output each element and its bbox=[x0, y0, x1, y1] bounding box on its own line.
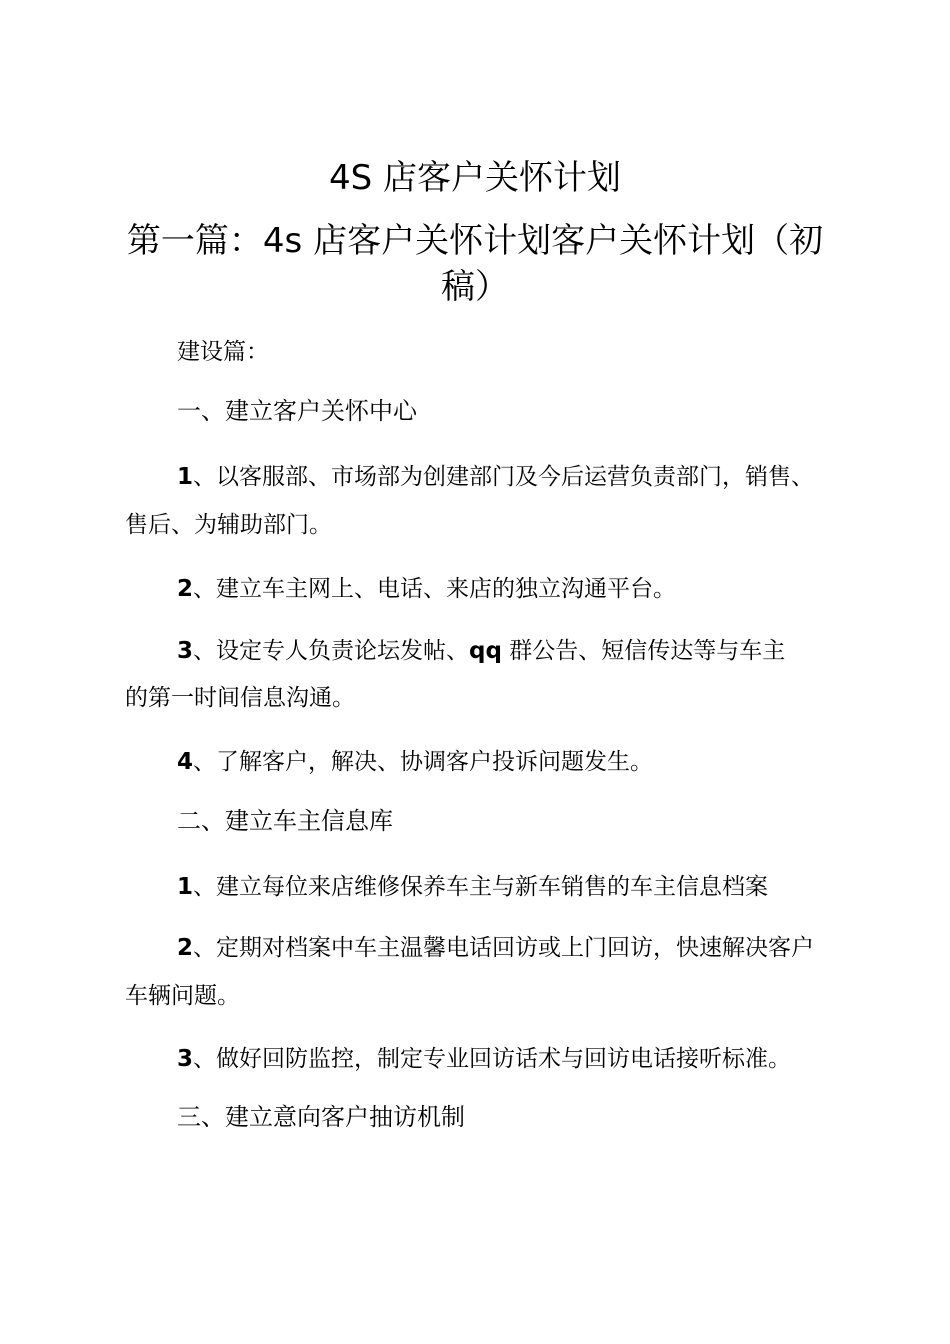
item-text: 、了解客户，解决、协调客户投诉问题发生。 bbox=[193, 749, 654, 775]
section-label: 建设篇： bbox=[177, 339, 269, 365]
item-number: 1 bbox=[177, 464, 194, 490]
section-heading-2: 二、建立车主信息库 bbox=[177, 807, 393, 835]
item-text: 、设定专人负责论坛发帖、 bbox=[193, 638, 470, 664]
item-text: 、做好回防监控，制定专业回访话术与回访电话接听标准。 bbox=[193, 1046, 792, 1072]
item-number: 3 bbox=[177, 638, 194, 664]
list-item bbox=[177, 575, 676, 603]
item-number: 2 bbox=[177, 576, 194, 602]
item-text: 、以客服部、市场部为创建部门及今后运营负责部门，销售、 bbox=[193, 464, 815, 490]
item-text: 、建立车主网上、电话、来店的独立沟通平台。 bbox=[193, 576, 677, 602]
section-heading-1: 一、建立客户关怀中心 bbox=[177, 397, 417, 425]
list-item bbox=[177, 637, 785, 665]
list-item bbox=[177, 873, 768, 901]
item-number: 4 bbox=[177, 749, 194, 775]
item-number: 3 bbox=[177, 1046, 194, 1072]
item-text: 、定期对档案中车主温馨电话回访或上门回访，快速解决客户 bbox=[193, 935, 815, 961]
document-title: 4S 店客户关怀计划 bbox=[328, 158, 622, 198]
list-item-continuation: 的第一时间信息沟通。 bbox=[125, 685, 355, 711]
item-text-rest: 群公告、短信传达等与车主 bbox=[501, 638, 786, 664]
list-item bbox=[177, 1045, 791, 1073]
item-number: 2 bbox=[177, 935, 194, 961]
list-item bbox=[177, 463, 814, 491]
item-number: 1 bbox=[177, 874, 194, 900]
item-text: 、建立每位来店维修保养车主与新车销售的车主信息档案 bbox=[193, 874, 769, 900]
list-item bbox=[177, 748, 653, 776]
list-item bbox=[177, 934, 814, 962]
document-subtitle: 第一篇：4s 店客户关怀计划客户关怀计划（初稿） bbox=[126, 221, 824, 307]
list-item-continuation: 车辆问题。 bbox=[125, 983, 240, 1009]
item-bold-term: qq bbox=[469, 638, 502, 664]
section-heading-3: 三、建立意向客户抽访机制 bbox=[177, 1103, 465, 1131]
list-item-continuation: 售后、为辅助部门。 bbox=[125, 512, 332, 538]
